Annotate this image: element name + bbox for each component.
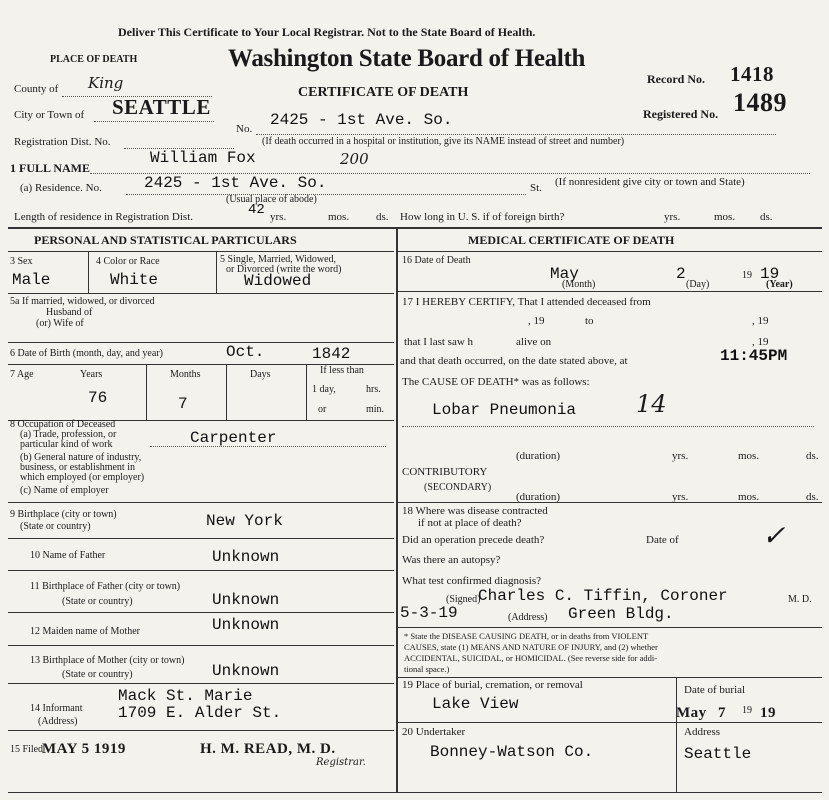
howlong-ds: ds. (760, 211, 773, 223)
occupation-label-6: which employed (or employer) (20, 472, 145, 483)
length-years-value: 42 (248, 202, 265, 218)
signed-date: 5-3-19 (400, 604, 458, 622)
city-value: SEATTLE (112, 95, 211, 119)
length-residence-label: Length of residence in Registration Dist. (14, 211, 194, 223)
date-of-label: Date of (646, 534, 679, 546)
undertaker-address-value: Seattle (684, 745, 752, 763)
death-year-prefix: 19 (742, 270, 752, 281)
duration-yrs-2: yrs. (672, 491, 689, 503)
death-month: May (550, 265, 579, 283)
year-label: (Year) (766, 279, 793, 290)
duration-mos-1: mos. (738, 450, 760, 462)
death-day: 2 (676, 265, 686, 283)
occupation-label-1: 8 Occupation of Deceased (10, 419, 116, 430)
mother-name-label: 12 Maiden name of Mother (30, 626, 140, 637)
burial-year: 19 (760, 705, 776, 721)
undertaker-value: Bonney-Watson Co. (430, 743, 594, 761)
death-occurred-label: and that death occurred, on the date stated above, at (400, 355, 628, 367)
informant-address-value: 1709 E. Alder St. (118, 704, 282, 722)
filed-date: MAY 5 1919 (42, 741, 126, 757)
dob-year: 1842 (312, 345, 351, 363)
howlong-mos: mos. (714, 211, 736, 223)
occupation-label-7: (c) Name of employer (20, 485, 109, 496)
record-no: 1418 (730, 62, 774, 86)
birthplace-label-1: 9 Birthplace (city or town) (10, 509, 117, 520)
cause-label: The CAUSE OF DEATH* was as follows: (402, 376, 590, 388)
registrar-label: Registrar. (316, 757, 366, 768)
duration-mos-2: mos. (738, 491, 760, 503)
occupation-label-2: (a) Trade, profession, or (20, 429, 117, 440)
md-label: M. D. (788, 594, 812, 605)
age-days-label: Days (250, 369, 271, 380)
marital-value: Widowed (244, 272, 312, 290)
burial-place-value: Lake View (432, 695, 519, 713)
cause-mark: 14 (636, 390, 667, 418)
certify-label: 17 I HEREBY CERTIFY, That I attended deceased from (402, 296, 651, 308)
street-no-label: No. (236, 123, 253, 135)
father-birthplace-label-2: (State or country) (62, 596, 133, 607)
secondary-label: (SECONDARY) (424, 482, 492, 493)
father-name-value: Unknown (212, 548, 280, 566)
nonresident-note: (If nonresident give city or town and State) (555, 176, 745, 188)
age-months-label: Months (170, 369, 201, 380)
residence-label: (a) Residence. No. (20, 182, 102, 194)
residence-value: 2425 - 1st Ave. So. (144, 174, 327, 192)
test-label: What test confirmed diagnosis? (402, 575, 541, 587)
birthplace-label-2: (State or country) (20, 521, 91, 532)
county-value: King (88, 74, 124, 92)
mother-name-value: Unknown (212, 616, 280, 634)
usual-place-note: (Usual place of abode) (226, 194, 317, 205)
contracted-label-2: if not at place of death? (418, 517, 522, 529)
hospital-note: (If death occurred in a hospital or institution, give its NAME instead of street and number) (262, 136, 625, 147)
hrs-label: hrs. (366, 384, 381, 395)
attended-from-19: , 19 (528, 315, 545, 327)
filed-label: 15 Filed (10, 744, 44, 755)
duration-ds-1: ds. (806, 450, 819, 462)
check-mark-icon: ✓ (762, 519, 786, 552)
length-ds: ds. (376, 211, 389, 223)
disease-note-4: tional space.) (404, 664, 450, 674)
contracted-label-1: 18 Where was disease contracted (402, 505, 548, 517)
mother-birthplace-label-2: (State or country) (62, 669, 133, 680)
duration-yrs-1: yrs. (672, 450, 689, 462)
marital-label-2: or Divorced (write the word) (226, 264, 342, 275)
occupation-label-4: (b) General nature of industry, (20, 452, 142, 463)
signed-address-value: Green Bldg. (568, 605, 674, 623)
min-label: min. (366, 404, 385, 415)
father-name-label: 10 Name of Father (30, 550, 106, 561)
disease-note-1: * State the DISEASE CAUSING DEATH, or in deaths from VIOLENT (404, 631, 649, 641)
how-long-label: How long in U. S. if of foreign birth? (400, 211, 565, 223)
burial-place-label: 19 Place of burial, cremation, or removal (402, 679, 583, 691)
place-of-death-label: PLACE OF DEATH (50, 54, 138, 65)
disease-note-2: CAUSES, state (1) MEANS AND NATURE OF INJURY, and (2) whether (404, 642, 658, 652)
signed-label: (Signed) (446, 594, 481, 605)
attended-to-19: , 19 (752, 315, 769, 327)
city-label: City or Town of (14, 109, 85, 121)
father-birthplace-label-1: 11 Birthplace of Father (city or town) (30, 581, 181, 592)
signed-value: Charles C. Tiffin, Coroner (478, 587, 728, 605)
occupation-value: Carpenter (190, 429, 277, 447)
dob-month: Oct. (226, 343, 265, 361)
occupation-label-5: business, or establishment in (20, 462, 135, 473)
informant-value: Mack St. Marie (118, 687, 253, 705)
age-years-value: 76 (88, 389, 108, 407)
duration-label-1: (duration) (516, 450, 560, 462)
date-of-death-label: 16 Date of Death (402, 255, 471, 266)
operation-label: Did an operation precede death? (402, 534, 545, 546)
burial-day: 7 (718, 705, 726, 721)
full-name-note: 200 (340, 150, 369, 168)
top-notice: Deliver This Certificate to Your Local Registrar. Not to the State Board of Health. (118, 25, 536, 39)
alive-on-label: alive on (516, 336, 552, 348)
less-than-label: If less than (320, 365, 364, 376)
contributory-label: CONTRIBUTORY (402, 466, 488, 478)
dob-label: 6 Date of Birth (month, day, and year) (10, 348, 163, 359)
full-name-label: 1 FULL NAME (10, 161, 91, 175)
record-no-label: Record No. (647, 72, 705, 86)
month-label: (Month) (562, 279, 596, 290)
burial-year-prefix: 19 (742, 705, 752, 716)
birthplace-value: New York (206, 512, 283, 530)
day-label: (Day) (686, 279, 710, 290)
howlong-yrs: yrs. (664, 211, 681, 223)
mother-birthplace-label-1: 13 Birthplace of Mother (city or town) (30, 655, 185, 666)
attended-to-label: to (585, 315, 594, 327)
certificate-title: CERTIFICATE OF DEATH (298, 85, 469, 100)
undertaker-label: 20 Undertaker (402, 726, 466, 738)
sex-label: 3 Sex (10, 256, 33, 267)
registrar-name: H. M. READ, M. D. (200, 741, 336, 757)
st-label: St. (530, 182, 542, 194)
color-label: 4 Color or Race (96, 256, 160, 267)
father-birthplace-value: Unknown (212, 591, 280, 609)
duration-label-2: (duration) (516, 491, 560, 503)
length-yrs: yrs. (270, 211, 287, 223)
reg-dist-label: Registration Dist. No. (14, 136, 111, 148)
undertaker-address-label: Address (684, 726, 721, 738)
informant-address-label: (Address) (38, 716, 78, 727)
alive-on-19: , 19 (752, 336, 769, 348)
occupation-label-3: particular kind of work (20, 439, 113, 450)
county-label: County of (14, 83, 59, 95)
autopsy-label: Was there an autopsy? (402, 554, 501, 566)
burial-date-label: Date of burial (684, 684, 746, 696)
married-label-1: 5a If married, widowed, or divorced (10, 296, 155, 307)
age-years-label: Years (80, 369, 103, 380)
cause-value: Lobar Pneumonia (432, 401, 577, 419)
death-year: 19 (760, 265, 780, 283)
mother-birthplace-value: Unknown (212, 662, 280, 680)
duration-ds-2: ds. (806, 491, 819, 503)
death-address: 2425 - 1st Ave. So. (270, 111, 453, 129)
marital-label-1: 5 Single, Married, Widowed, (220, 254, 337, 265)
personal-section-title: PERSONAL AND STATISTICAL PARTICULARS (34, 233, 297, 247)
age-months-value: 7 (178, 395, 188, 413)
color-value: White (110, 271, 159, 289)
board-title: Washington State Board of Health (228, 45, 586, 72)
registered-no-label: Registered No. (643, 107, 719, 121)
death-time: 11:45PM (720, 347, 788, 365)
sex-value: Male (12, 271, 51, 289)
medical-section-title: MEDICAL CERTIFICATE OF DEATH (468, 233, 675, 247)
age-label: 7 Age (10, 369, 34, 380)
registered-no: 1489 (733, 88, 787, 117)
disease-note-3: ACCIDENTAL, SUICIDAL, or HOMICIDAL. (See reverse side for addi- (404, 653, 658, 663)
one-day-label: 1 day, (312, 384, 336, 395)
full-name: William Fox (150, 149, 256, 167)
signed-address-label: (Address) (508, 612, 548, 623)
informant-label: 14 Informant (30, 703, 83, 714)
married-label-2: Husband of (46, 307, 93, 318)
or-label: or (318, 404, 327, 415)
burial-month: May (676, 705, 707, 721)
married-label-3: (or) Wife of (36, 318, 84, 329)
last-saw-label: that I last saw h (404, 336, 474, 348)
length-mos: mos. (328, 211, 350, 223)
